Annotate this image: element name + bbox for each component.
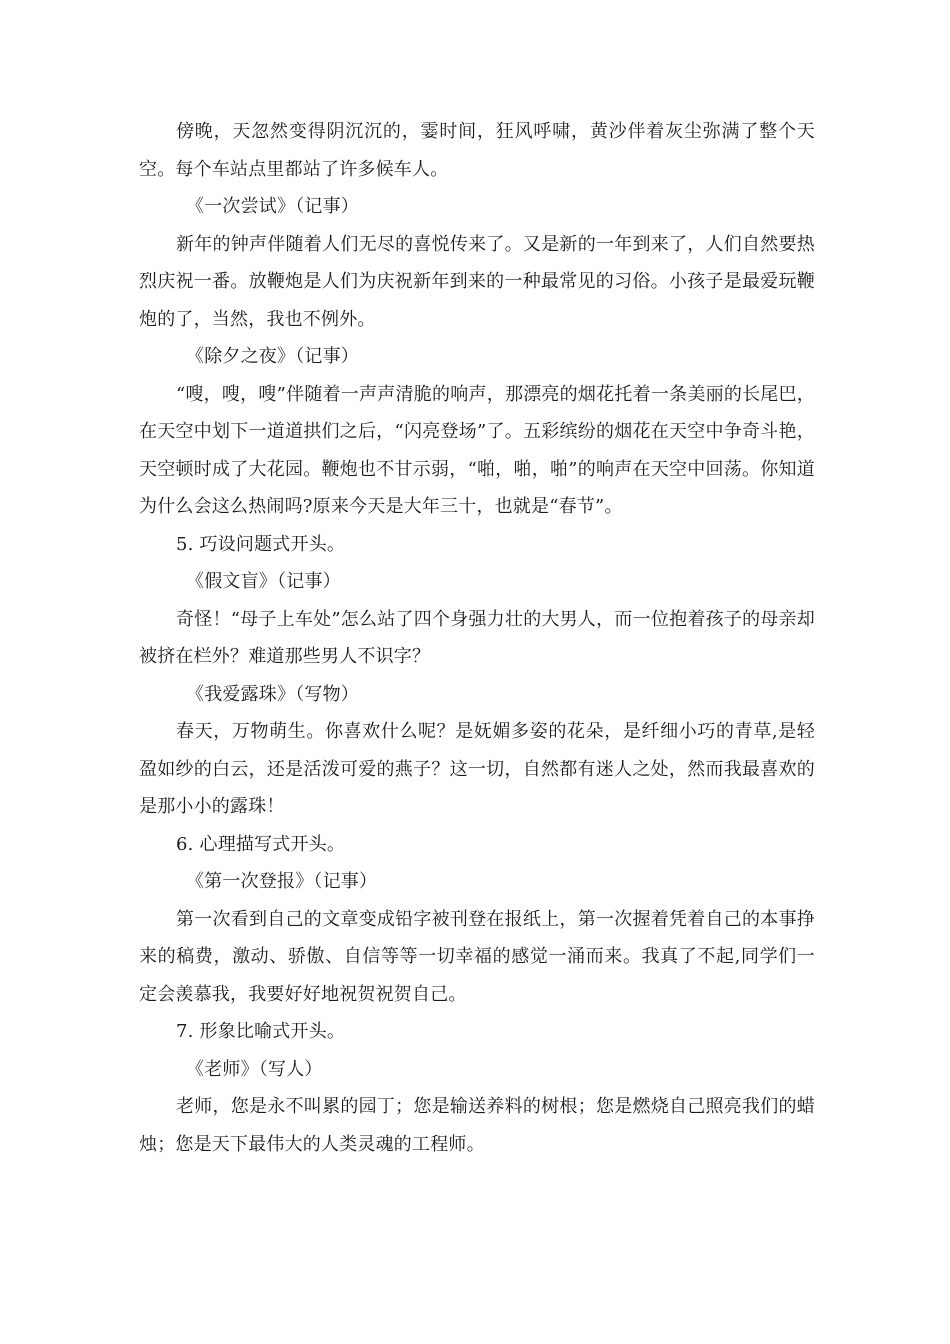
section-heading: 7. 形象比喻式开头。 bbox=[176, 1021, 346, 1042]
essay-title: 《一次尝试》（记事） bbox=[186, 196, 359, 217]
paragraph: 新年的钟声伴随着人们无尽的喜悦传来了。又是新的一年到来了，人们自然要热烈庆祝一番。放鞭炮是人们为庆祝新年到来的一种最常见的习俗。小孩子是最爱玩鞭炮的了，当然，我也不例外。 bbox=[139, 233, 815, 330]
section-heading: 5. 巧设问题式开头。 bbox=[176, 533, 346, 555]
essay-title: 《我爱露珠》（写物） bbox=[186, 683, 359, 705]
paragraph: “嗖，嗖，嗖”伴随着一声声清脆的响声，那漂亮的烟花托着一条美丽的长尾巴，在天空中划下一道道拱们之后，“闪亮登场”了。五彩缤纷的烟花在天空中争奇斗艳，天空顿时成了大花园。鞭炮也不甘示弱，“啪，啪，啪”的响声在天空中回荡。你知道为什么会这么热闹吗?原来今天是大年三十，也就是“春节”。 bbox=[139, 383, 815, 517]
paragraph: 奇怪！“母子上车处”怎么站了四个身强力壮的大男人，而一位抱着孩子的母亲却被挤在栏外？难道那些男人不识字？ bbox=[139, 608, 815, 667]
essay-title: 《老师》（写人） bbox=[186, 1058, 323, 1080]
paragraph: 老师，您是永不叫累的园丁；您是输送养料的树根；您是燃烧自己照亮我们的蜡烛；您是天下最伟大的人类灵魂的工程师。 bbox=[139, 1096, 815, 1155]
paragraph: 第一次看到自己的文章变成铅字被刊登在报纸上，第一次握着凭着自己的本事挣来的稿费，激动、骄傲、自信等等一切幸福的感觉一涌而来。我真了不起,同学们一定会羡慕我，我要好好地祝贺祝贺自己。 bbox=[139, 908, 815, 1005]
paragraph: 春天，万物萌生。你喜欢什么呢？是妩媚多姿的花朵，是纤细小巧的青草,是轻盈如纱的白云，还是活泼可爱的燕子？这一切，自然都有迷人之处，然而我最喜欢的是那小小的露珠！ bbox=[139, 721, 815, 817]
paragraph: 傍晚，天忽然变得阴沉沉的，霎时间，狂风呼啸，黄沙伴着灰尘弥满了整个天空。每个车站点里都站了许多候车人。 bbox=[139, 121, 815, 180]
essay-title: 《假文盲》（记事） bbox=[186, 571, 341, 592]
essay-title: 《除夕之夜》（记事） bbox=[186, 346, 359, 367]
section-heading: 6. 心理描写式开头。 bbox=[176, 833, 346, 855]
document-body bbox=[139, 113, 815, 1163]
essay-title: 《第一次登报》（记事） bbox=[186, 871, 378, 892]
